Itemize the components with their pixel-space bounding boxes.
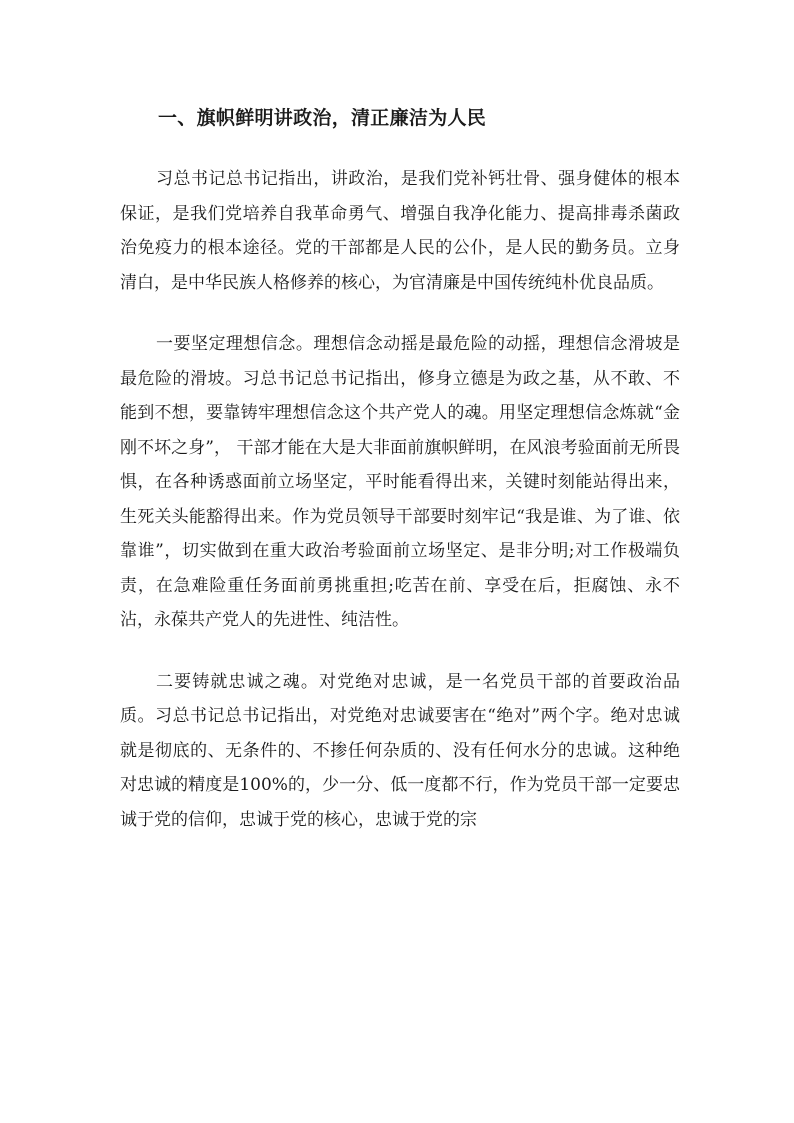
section-heading: 一、旗帜鲜明讲政治，清正廉洁为人民 bbox=[158, 107, 487, 129]
paragraph-loyalty: 二要铸就忠诚之魂。对党绝对忠诚，是一名党员干部的首要政治品质。习总书记总书记指出，对党绝对忠诚要害在“绝对”两个字。绝对忠诚就是彻底的、无条件的、不掺任何杂质的、没有任何水分的忠诚。这种绝对忠诚的精度是100%的，少一分、低一度都不行，作为党员干部一定要忠诚于党的信仰，忠诚于党的核心，忠诚于党的宗 bbox=[120, 671, 680, 830]
document-body bbox=[120, 101, 680, 864]
paragraph-ideals-faith: 一要坚定理想信念。理想信念动摇是最危险的动摇，理想信念滑坡是最危险的滑坡。习总书记总书记指出，修身立德是为政之基，从不敢、不能到不想，要靠铸牢理想信念这个共产党人的魂。用坚定理想信念炼就“金刚不坏之身”， 干部才能在大是大非面前旗帜鲜明，在风浪考验面前无所畏惧，在各种诱惑面前立场坚定，平时能看得出来，关键时刻能站得出来，生死关头能豁得出来。作为党员领导干部要时刻牢记“我是谁、为了谁、依靠谁”，切实做到在重大政治考验面前立场坚定、是非分明;对工作极端负责，在急难险重任务面前勇挑重担;吃苦在前、享受在后，拒腐蚀、永不沾，永葆共产党人的先进性、纯洁性。 bbox=[120, 334, 680, 630]
paragraph-intro: 习总书记总书记指出，讲政治，是我们党补钙壮骨、强身健体的根本保证，是我们党培养自我革命勇气、增强自我净化能力、提高排毒杀菌政治免疫力的根本途径。党的干部都是人民的公仆，是人民的勤务员。立身清白，是中华民族人格修养的核心，为官清廉是中国传统纯朴优良品质。 bbox=[120, 169, 680, 293]
